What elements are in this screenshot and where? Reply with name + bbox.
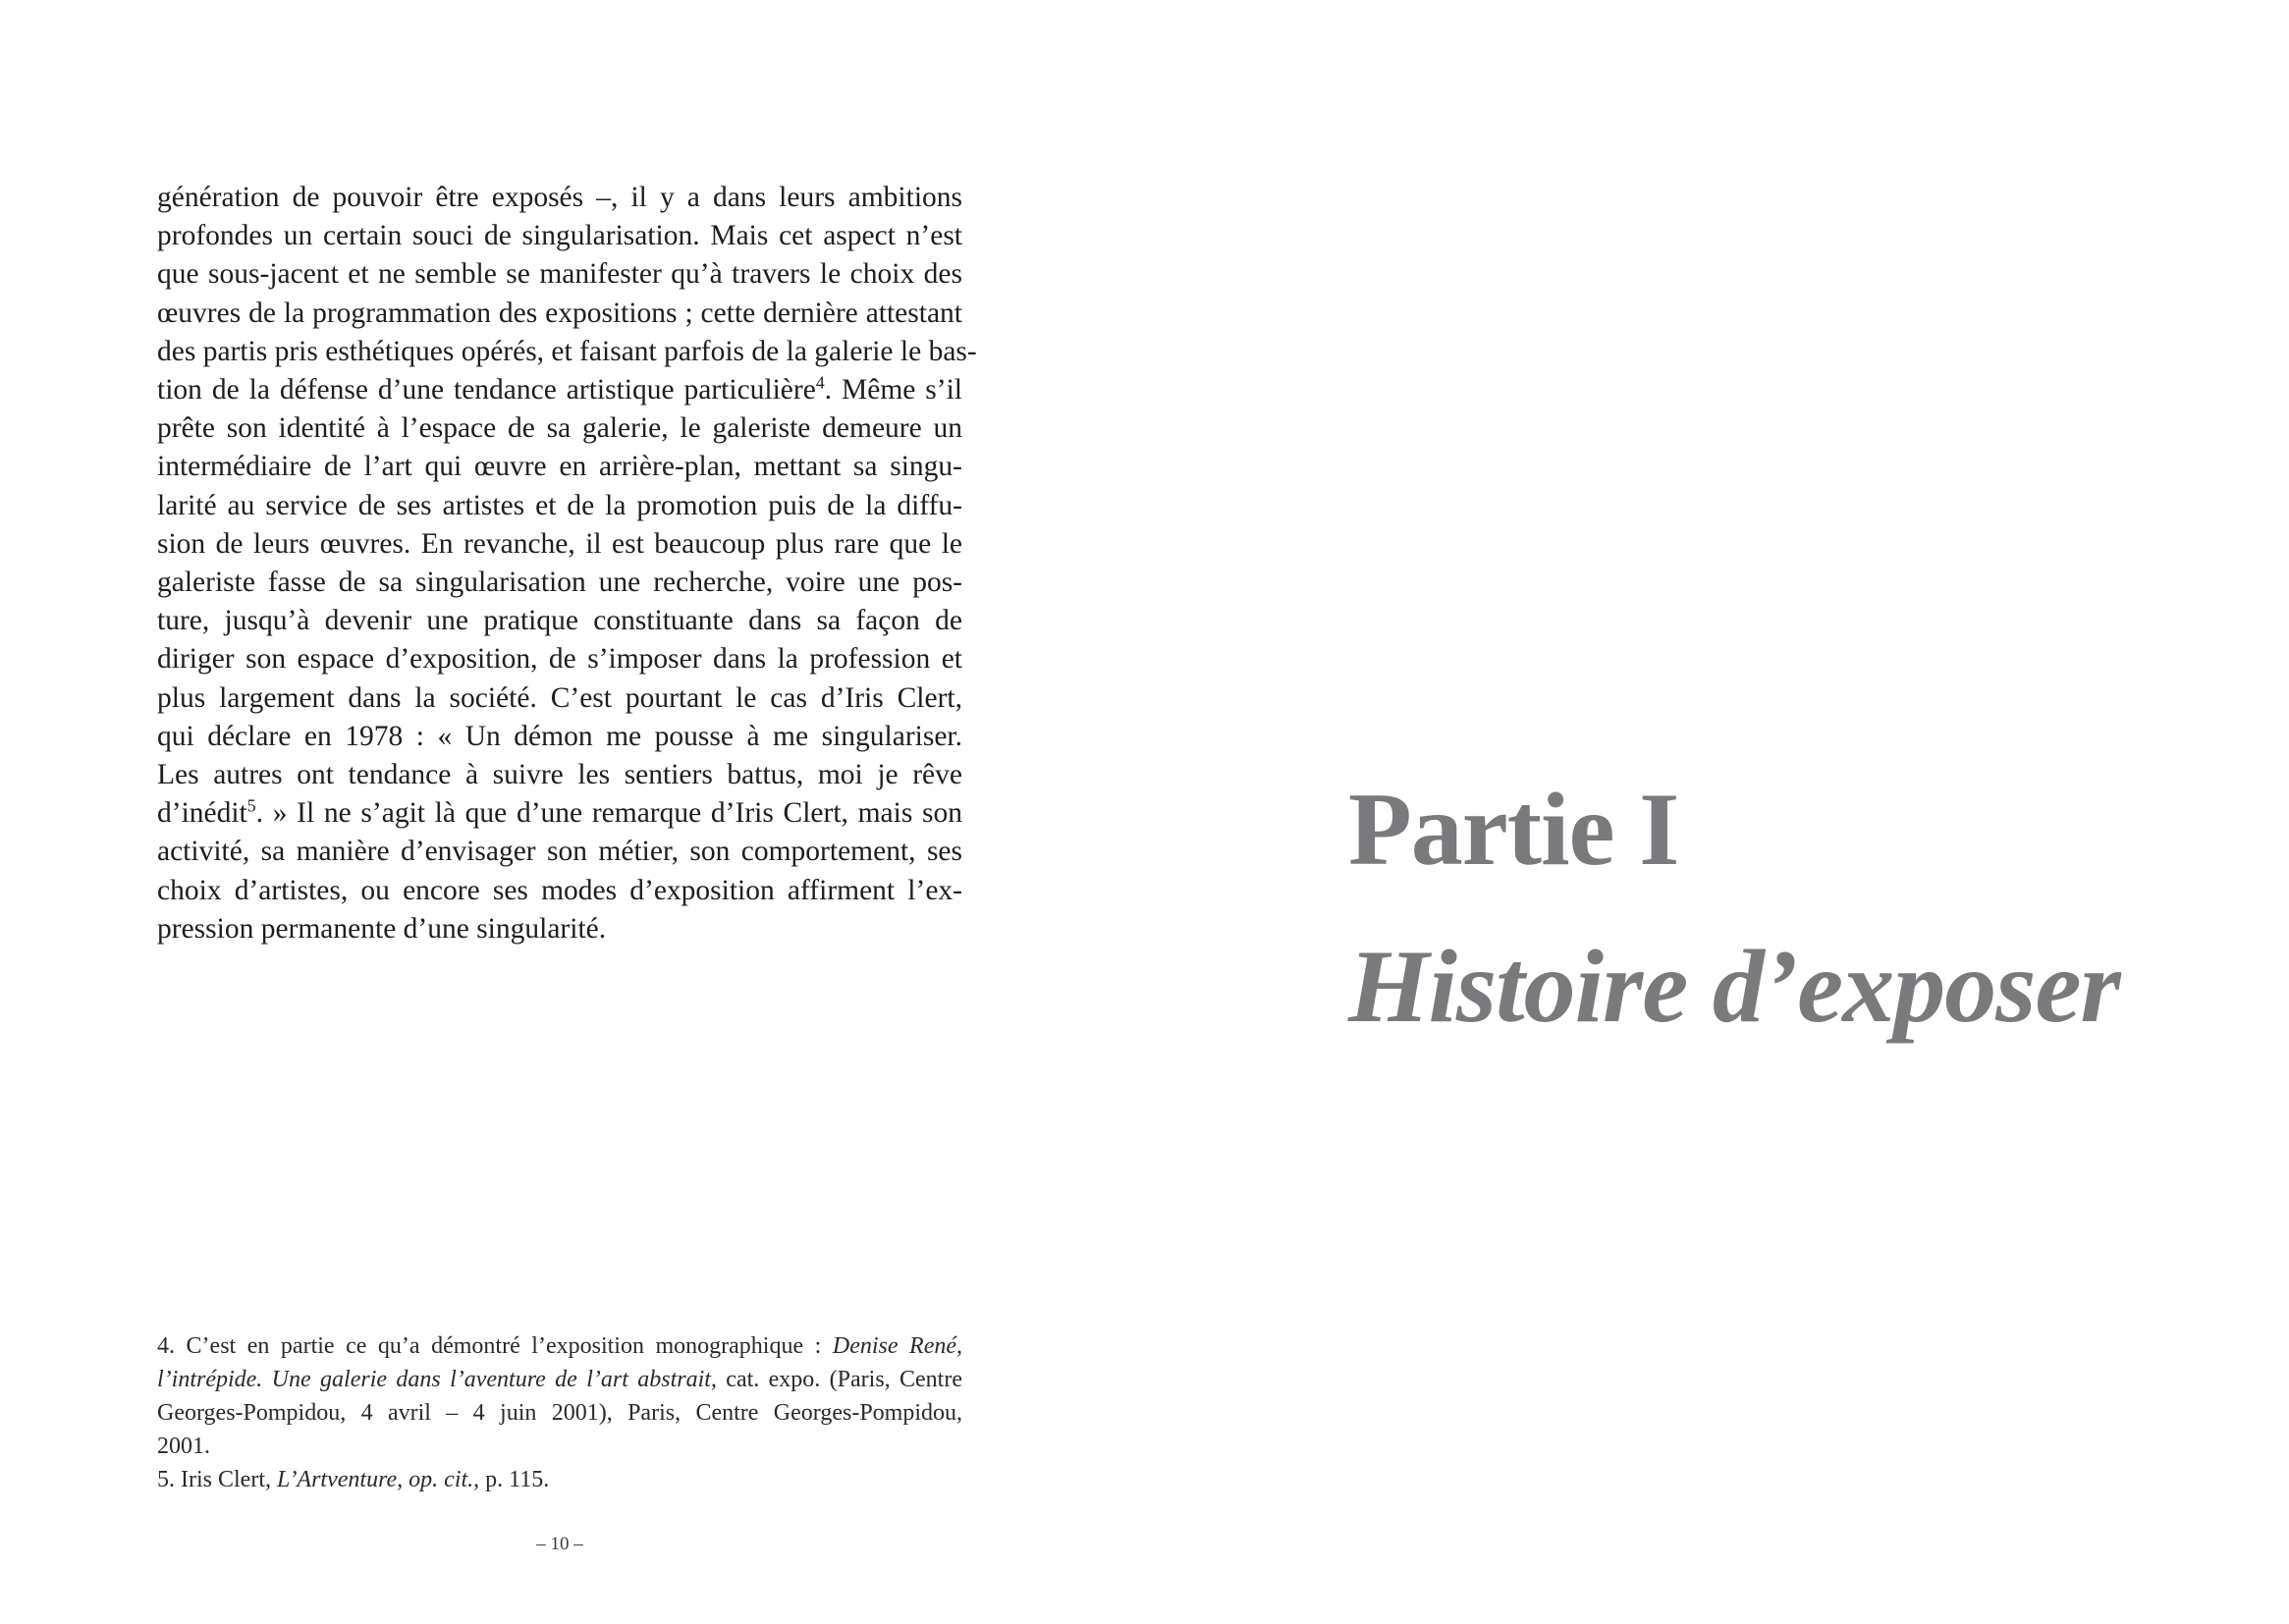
right-page (1144, 0, 2289, 1624)
footnote-text: 5. Iris Clert, (157, 1467, 277, 1492)
body-line: larité au service de ses artistes et de la promotion puis de la diffu- (157, 489, 962, 521)
body-line-with-note-5 (157, 794, 962, 833)
footnotes (157, 1329, 962, 1496)
footnote-4-line: Georges-Pompidou, 4 avril – 4 juin 2001), Paris, Centre Georges-Pompidou, (157, 1400, 962, 1426)
footnote-ref-5[interactable]: 5 (246, 795, 256, 816)
body-line: des partis pris esthétiques opérés, et faisant parfois de la galerie le bas- (157, 335, 977, 367)
body-line-tail: . » Il ne s’agit là que d’une remarque d’Iris Clert, mais son (255, 797, 962, 830)
body-line: galeriste fasse de sa singularisation une recherche, voire une pos- (157, 567, 962, 599)
footnote-text: , p. 115. (473, 1467, 550, 1492)
page-number: – 10 – (536, 1534, 583, 1554)
body-line: sion de leurs œuvres. En revanche, il est beaucoup plus rare que le (157, 527, 962, 560)
body-line: plus largement dans la société. C’est pourtant le cas d’Iris Clert, (157, 681, 962, 714)
left-page (0, 0, 1144, 1624)
body-line: prête son identité à l’espace de sa galerie, le galeriste demeure un (157, 412, 962, 445)
body-line: qui déclare en 1978 : « Un démon me pousse à me singulariser. (157, 720, 962, 752)
body-line-text: tion de la défense d’une tendance artistique particulière (157, 374, 816, 406)
body-line: profondes un certain souci de singularisation. Mais cet aspect n’est (157, 220, 962, 252)
part-heading (1348, 771, 2120, 1046)
footnote-5-line (157, 1463, 962, 1496)
footnote-title: L’Artventure, op. cit. (276, 1467, 474, 1492)
body-line: génération de pouvoir être exposés –, il y a dans leurs ambitions (157, 182, 962, 213)
footnote-title: Denise René, (832, 1333, 963, 1359)
body-line: que sous-jacent et ne semble se manifester qu’à travers le choix des (157, 258, 962, 291)
body-line: œuvres de la programmation des expositions ; cette dernière attestant (157, 297, 962, 329)
body-line: Les autres ont tendance à suivre les sentiers battus, moi je rêve (157, 759, 962, 791)
footnote-ref-4[interactable]: 4 (815, 372, 825, 393)
body-line: activité, sa manière d’envisager son métier, son comportement, ses (157, 836, 962, 868)
body-line: ture, jusqu’à devenir une pratique constituante dans sa façon de (157, 605, 962, 637)
body-line-text: d’inédit (157, 797, 247, 830)
body-line-tail: . Même s’il (824, 374, 963, 406)
footnote-4-line (157, 1329, 962, 1363)
part-title: Histoire d’exposer (1348, 929, 2120, 1044)
body-line: choix d’artistes, ou encore ses modes d’exposition affirment l’ex- (157, 874, 962, 906)
body-line: diriger son espace d’exposition, de s’imposer dans la profession et (157, 643, 962, 676)
body-line: intermédiaire de l’art qui œuvre en arrière-plan, mettant sa singu- (157, 451, 962, 483)
footnote-text: 4. C’est en partie ce qu’a démontré l’exposition monographique : (157, 1333, 833, 1359)
footnote-text: , cat. expo. (Paris, Centre (710, 1367, 962, 1392)
footnote-4-line: 2001. (157, 1434, 210, 1459)
body-text (157, 179, 977, 948)
footnote-4-line (157, 1363, 962, 1396)
body-line-with-note-4 (157, 371, 962, 409)
part-number: Partie I (1348, 772, 1679, 887)
body-line: pression permanente d’une singularité. (157, 912, 607, 945)
footnote-title: l’intrépide. Une galerie dans l’aventure de l’art abstrait (157, 1367, 711, 1392)
